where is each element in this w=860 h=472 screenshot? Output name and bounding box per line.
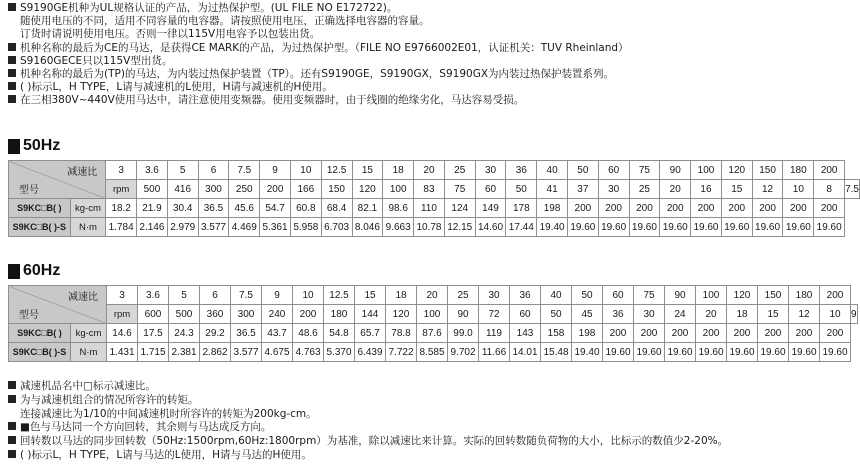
ratio-cell: 40 — [537, 161, 568, 180]
note-text: 机种名称的最后为(TP)的马达，为内装过热保护装置（TP）。还有S9190GE，S9190GX，S9190GX为内装过热保护装置系列。 — [20, 68, 615, 81]
rpm-cell: 10 — [783, 180, 814, 199]
rpm-cell: 15 — [721, 180, 752, 199]
nm-cell: 14.60 — [475, 218, 506, 237]
note-text: 为与减速机组合的情况所容许的转矩。 — [20, 393, 199, 406]
ratio-cell: 150 — [752, 161, 783, 180]
note-line — [8, 28, 858, 41]
nm-cell: 3.577 — [231, 343, 262, 362]
ratio-cell: 20 — [414, 161, 445, 180]
rpm-cell: 50 — [506, 180, 537, 199]
kgcm-cell: 99.0 — [448, 324, 479, 343]
nm-unit: N·m — [70, 218, 106, 237]
model-name: S9KC□B( )-S — [9, 218, 71, 237]
kgcm-cell: 200 — [629, 199, 660, 218]
kgcm-cell: 200 — [783, 199, 814, 218]
rpm-cell: 300 — [231, 305, 262, 324]
nm-cell: 10.78 — [414, 218, 445, 237]
kgcm-cell: 68.4 — [321, 199, 352, 218]
ratio-cell: 75 — [634, 286, 665, 305]
nm-cell: 8.046 — [352, 218, 383, 237]
nm-cell: 19.60 — [567, 218, 598, 237]
rpm-cell: 300 — [198, 180, 229, 199]
nm-cell: 11.66 — [479, 343, 510, 362]
section-title-50hz — [8, 137, 60, 155]
ratio-row — [9, 161, 860, 180]
kgcm-cell: 200 — [567, 199, 598, 218]
rpm-cell: 200 — [293, 305, 324, 324]
rpm-cell: 416 — [167, 180, 198, 199]
nm-cell: 19.60 — [758, 343, 789, 362]
note-line — [8, 15, 858, 28]
note-text: 减速机品名中□标示减速比。 — [20, 380, 156, 392]
kgcm-cell: 200 — [721, 199, 752, 218]
nm-cell: 1.431 — [107, 343, 138, 362]
ratio-cell: 200 — [820, 286, 851, 305]
ratio-cell: 180 — [789, 286, 820, 305]
nm-cell: 5.958 — [290, 218, 321, 237]
nm-cell: 19.60 — [691, 218, 722, 237]
ratio-cell: 25 — [448, 286, 479, 305]
nm-cell: 19.60 — [629, 218, 660, 237]
section-marker — [8, 139, 20, 154]
bullet-square — [8, 82, 16, 90]
kgcm-cell: 200 — [660, 199, 691, 218]
nm-cell: 19.60 — [783, 218, 814, 237]
rpm-cell: 90 — [448, 305, 479, 324]
section-marker — [8, 264, 20, 279]
rpm-cell: 8 — [814, 180, 845, 199]
rpm-cell: 20 — [660, 180, 691, 199]
rpm-cell: 150 — [321, 180, 352, 199]
ratio-cell: 60 — [603, 286, 634, 305]
ratio-cell: 6 — [200, 286, 231, 305]
ratio-cell: 3.6 — [137, 161, 168, 180]
kgcm-cell: 198 — [572, 324, 603, 343]
nm-cell: 19.60 — [665, 343, 696, 362]
ratio-cell: 50 — [567, 161, 598, 180]
rpm-unit: rpm — [107, 305, 138, 324]
nm-cell: 2.862 — [200, 343, 231, 362]
ratio-label: 减速比 — [67, 167, 98, 178]
rpm-cell: 30 — [598, 180, 629, 199]
rpm-cell: 144 — [355, 305, 386, 324]
ratio-cell: 18 — [386, 286, 417, 305]
kgcm-cell: 60.8 — [290, 199, 321, 218]
nm-cell: 4.675 — [262, 343, 293, 362]
kgcm-cell: 98.6 — [383, 199, 414, 218]
section-title-60hz — [8, 262, 60, 280]
nm-cell: 19.60 — [752, 218, 783, 237]
nm-cell: 19.40 — [537, 218, 568, 237]
kgcm-cell: 43.7 — [262, 324, 293, 343]
ratio-cell: 7.5 — [231, 286, 262, 305]
nm-cell: 12.15 — [444, 218, 475, 237]
top-notes — [8, 2, 858, 108]
kgcm-cell: 143 — [510, 324, 541, 343]
note-line — [8, 81, 858, 94]
rpm-cell: 12 — [789, 305, 820, 324]
model-name: S9KC□B( ) — [9, 324, 71, 343]
kgcm-cell: 14.6 — [107, 324, 138, 343]
ratio-cell: 200 — [814, 161, 845, 180]
nm-row — [9, 343, 858, 362]
rpm-cell: 20 — [696, 305, 727, 324]
note-text: S9160GECE只以115V型出货。 — [20, 54, 173, 67]
kgcm-cell: 45.6 — [229, 199, 260, 218]
ratio-cell: 30 — [475, 161, 506, 180]
nm-cell: 6.703 — [321, 218, 352, 237]
nm-cell: 2.381 — [169, 343, 200, 362]
note-text: ( )标示L，H TYPE，L请与马达的L使用，H请与马达的H使用。 — [20, 448, 312, 461]
rpm-cell: 12 — [752, 180, 783, 199]
kgcm-cell: 124 — [444, 199, 475, 218]
bullet-square — [8, 43, 16, 51]
kgcm-unit: kg-cm — [71, 324, 107, 343]
nm-cell: 19.60 — [820, 343, 851, 362]
rpm-cell: 500 — [169, 305, 200, 324]
rpm-cell: 36 — [603, 305, 634, 324]
nm-cell: 15.48 — [541, 343, 572, 362]
kgcm-cell: 200 — [665, 324, 696, 343]
note-line — [8, 55, 858, 68]
kgcm-cell: 78.8 — [386, 324, 417, 343]
kgcm-cell: 21.9 — [137, 199, 168, 218]
kgcm-cell: 110 — [414, 199, 445, 218]
note-line — [8, 421, 858, 435]
ratio-cell: 20 — [417, 286, 448, 305]
kgcm-cell: 200 — [789, 324, 820, 343]
kgcm-cell: 200 — [727, 324, 758, 343]
ratio-cell: 9 — [262, 286, 293, 305]
rpm-cell: 166 — [290, 180, 321, 199]
note-text: 机种名称的最后为CE的马达，是获得CE MARK的产品，为过热保护型。（FILE NO E9766002E01，认证机关：TUV Rheinland） — [20, 41, 629, 54]
bullet-square — [8, 395, 16, 403]
ratio-cell: 90 — [665, 286, 696, 305]
rpm-cell: 180 — [324, 305, 355, 324]
model-name: S9KC□B( ) — [9, 199, 71, 218]
rpm-unit: rpm — [106, 180, 137, 199]
ratio-cell: 3 — [107, 286, 138, 305]
note-text: 随使用电压的不同，适用不同容量的电容器。请按照使用电压，正确选择电容器的容量。 — [20, 15, 430, 28]
nm-cell: 2.146 — [137, 218, 168, 237]
kgcm-row — [9, 199, 860, 218]
header-diagonal-cell — [9, 286, 107, 324]
nm-cell: 19.60 — [814, 218, 845, 237]
ratio-cell: 5 — [169, 286, 200, 305]
rpm-row — [9, 305, 858, 324]
kgcm-cell: 87.6 — [417, 324, 448, 343]
nm-cell: 6.439 — [355, 343, 386, 362]
ratio-cell: 120 — [721, 161, 752, 180]
ratio-cell: 60 — [598, 161, 629, 180]
ratio-cell: 75 — [629, 161, 660, 180]
ratio-cell: 90 — [660, 161, 691, 180]
rpm-cell: 200 — [260, 180, 291, 199]
ratio-cell: 25 — [444, 161, 475, 180]
rpm-cell: 18 — [727, 305, 758, 324]
rpm-cell: 75 — [444, 180, 475, 199]
note-line — [8, 449, 858, 463]
kgcm-cell: 24.3 — [169, 324, 200, 343]
kgcm-cell: 200 — [691, 199, 722, 218]
ratio-cell: 15 — [352, 161, 383, 180]
nm-cell: 9.702 — [448, 343, 479, 362]
nm-cell: 17.44 — [506, 218, 537, 237]
nm-cell: 19.60 — [598, 218, 629, 237]
rpm-cell: 7.5 — [845, 180, 860, 199]
ratio-cell: 36 — [510, 286, 541, 305]
ratio-cell: 150 — [758, 286, 789, 305]
note-text: 连接减速比为1/10的中间减速机时所容许的转矩为200kg-cm。 — [20, 407, 317, 420]
note-line — [8, 94, 858, 107]
nm-row — [9, 218, 860, 237]
footer-notes — [8, 380, 858, 463]
rpm-cell: 16 — [691, 180, 722, 199]
nm-cell: 19.60 — [696, 343, 727, 362]
rpm-cell: 10 — [820, 305, 851, 324]
kgcm-cell: 18.2 — [106, 199, 137, 218]
section-title-text: 50Hz — [23, 137, 61, 154]
rpm-row — [9, 180, 860, 199]
ratio-cell: 9 — [260, 161, 291, 180]
nm-cell: 19.60 — [660, 218, 691, 237]
rpm-cell: 240 — [262, 305, 293, 324]
nm-cell: 4.763 — [293, 343, 324, 362]
bullet-square — [8, 95, 16, 103]
rpm-cell: 15 — [758, 305, 789, 324]
nm-cell: 14.01 — [510, 343, 541, 362]
nm-cell: 3.577 — [198, 218, 229, 237]
bullet-square — [8, 450, 16, 458]
type-label: 型号 — [19, 310, 39, 321]
nm-cell: 19.60 — [727, 343, 758, 362]
nm-cell: 9.663 — [383, 218, 414, 237]
kgcm-cell: 200 — [752, 199, 783, 218]
nm-unit: N·m — [71, 343, 107, 362]
ratio-cell: 3 — [106, 161, 137, 180]
kgcm-unit: kg-cm — [70, 199, 106, 218]
note-text: ( )标示L，H TYPE，L请与减速机的L使用，H请与减速机的H使用。 — [20, 81, 333, 94]
ratio-cell: 3.6 — [138, 286, 169, 305]
spec-table-50hz — [8, 160, 860, 237]
rpm-cell: 120 — [386, 305, 417, 324]
bullet-square — [8, 422, 16, 430]
rpm-cell: 60 — [475, 180, 506, 199]
note-line — [8, 408, 858, 422]
kgcm-cell: 54.7 — [260, 199, 291, 218]
nm-cell: 2.979 — [167, 218, 198, 237]
rpm-cell: 50 — [541, 305, 572, 324]
ratio-cell: 30 — [479, 286, 510, 305]
kgcm-row — [9, 324, 858, 343]
spec-table-60hz — [8, 285, 858, 362]
kgcm-cell: 36.5 — [231, 324, 262, 343]
rpm-cell: 120 — [352, 180, 383, 199]
kgcm-cell: 200 — [758, 324, 789, 343]
nm-cell: 19.60 — [789, 343, 820, 362]
rpm-cell: 360 — [200, 305, 231, 324]
nm-cell: 5.361 — [260, 218, 291, 237]
ratio-cell: 50 — [572, 286, 603, 305]
ratio-cell: 100 — [691, 161, 722, 180]
ratio-cell: 10 — [293, 286, 324, 305]
ratio-cell: 100 — [696, 286, 727, 305]
ratio-cell: 12.5 — [321, 161, 352, 180]
ratio-cell: 12.5 — [324, 286, 355, 305]
model-name: S9KC□B( )-S — [9, 343, 71, 362]
rpm-cell: 100 — [383, 180, 414, 199]
note-line — [8, 2, 858, 15]
rpm-cell: 37 — [567, 180, 598, 199]
section-title-text: 60Hz — [23, 262, 61, 279]
rpm-cell: 9 — [851, 305, 858, 324]
kgcm-cell: 158 — [541, 324, 572, 343]
rpm-cell: 72 — [479, 305, 510, 324]
kgcm-cell: 149 — [475, 199, 506, 218]
note-line — [8, 42, 858, 55]
note-text: 回转数以马达的同步回转数（50Hz:1500rpm,60Hz:1800rpm）为基准，除以减速比来计算。实际的回转数随负荷物的大小，比标示的数值少2-20%。 — [20, 435, 729, 448]
kgcm-cell: 200 — [634, 324, 665, 343]
kgcm-cell: 198 — [537, 199, 568, 218]
rpm-cell: 83 — [414, 180, 445, 199]
bullet-square — [8, 3, 16, 11]
nm-cell: 7.722 — [386, 343, 417, 362]
kgcm-cell: 17.5 — [138, 324, 169, 343]
note-text: S9190GE机种为UL规格认证的产品，为过热保护型。(UL FILE NO E172722)。 — [20, 2, 398, 14]
ratio-cell: 120 — [727, 286, 758, 305]
nm-cell: 5.370 — [324, 343, 355, 362]
rpm-cell: 30 — [634, 305, 665, 324]
ratio-cell: 10 — [290, 161, 321, 180]
note-line — [8, 435, 858, 449]
rpm-cell: 25 — [629, 180, 660, 199]
ratio-label: 减速比 — [68, 292, 98, 303]
ratio-cell: 18 — [383, 161, 414, 180]
bullet-square — [8, 69, 16, 77]
kgcm-cell: 200 — [820, 324, 851, 343]
kgcm-cell: 200 — [814, 199, 845, 218]
kgcm-cell: 178 — [506, 199, 537, 218]
nm-cell: 1.715 — [138, 343, 169, 362]
kgcm-cell: 82.1 — [352, 199, 383, 218]
kgcm-cell: 65.7 — [355, 324, 386, 343]
kgcm-cell: 200 — [603, 324, 634, 343]
header-diagonal-cell — [9, 161, 106, 199]
nm-cell: 19.40 — [572, 343, 603, 362]
nm-cell: 19.60 — [634, 343, 665, 362]
kgcm-cell: 30.4 — [167, 199, 198, 218]
nm-cell: 19.60 — [721, 218, 752, 237]
note-text: ■色与马达同一个方向回转，其余则与马达成反方向。 — [20, 421, 272, 434]
kgcm-cell: 36.5 — [198, 199, 229, 218]
ratio-cell: 180 — [783, 161, 814, 180]
kgcm-cell: 48.6 — [293, 324, 324, 343]
nm-cell: 19.60 — [603, 343, 634, 362]
nm-cell: 1.784 — [106, 218, 137, 237]
ratio-cell: 6 — [198, 161, 229, 180]
ratio-cell: 7.5 — [229, 161, 260, 180]
note-line — [8, 68, 858, 81]
ratio-cell: 40 — [541, 286, 572, 305]
rpm-cell: 45 — [572, 305, 603, 324]
nm-cell: 8.585 — [417, 343, 448, 362]
kgcm-cell: 29.2 — [200, 324, 231, 343]
ratio-row — [9, 286, 858, 305]
rpm-cell: 250 — [229, 180, 260, 199]
note-line — [8, 380, 858, 394]
nm-cell: 4.469 — [229, 218, 260, 237]
rpm-cell: 500 — [137, 180, 168, 199]
ratio-cell: 36 — [506, 161, 537, 180]
note-text: 在三相380V~440V使用马达中，请注意使用变频器。使用变频器时，由于线圈的绝缘劣化，马达容易受损。 — [20, 94, 525, 107]
kgcm-cell: 200 — [696, 324, 727, 343]
ratio-cell: 5 — [167, 161, 198, 180]
note-line — [8, 394, 858, 408]
kgcm-cell: 54.8 — [324, 324, 355, 343]
rpm-cell: 24 — [665, 305, 696, 324]
bullet-square — [8, 56, 16, 64]
kgcm-cell: 119 — [479, 324, 510, 343]
rpm-cell: 60 — [510, 305, 541, 324]
type-label: 型号 — [19, 185, 39, 196]
rpm-cell: 41 — [537, 180, 568, 199]
bullet-square — [8, 436, 16, 444]
note-text: 订货时请说明使用电压。否则一律以115V用电容予以包装出货。 — [20, 28, 321, 41]
kgcm-cell: 200 — [598, 199, 629, 218]
rpm-cell: 600 — [138, 305, 169, 324]
rpm-cell: 100 — [417, 305, 448, 324]
ratio-cell: 15 — [355, 286, 386, 305]
bullet-square — [8, 381, 16, 389]
